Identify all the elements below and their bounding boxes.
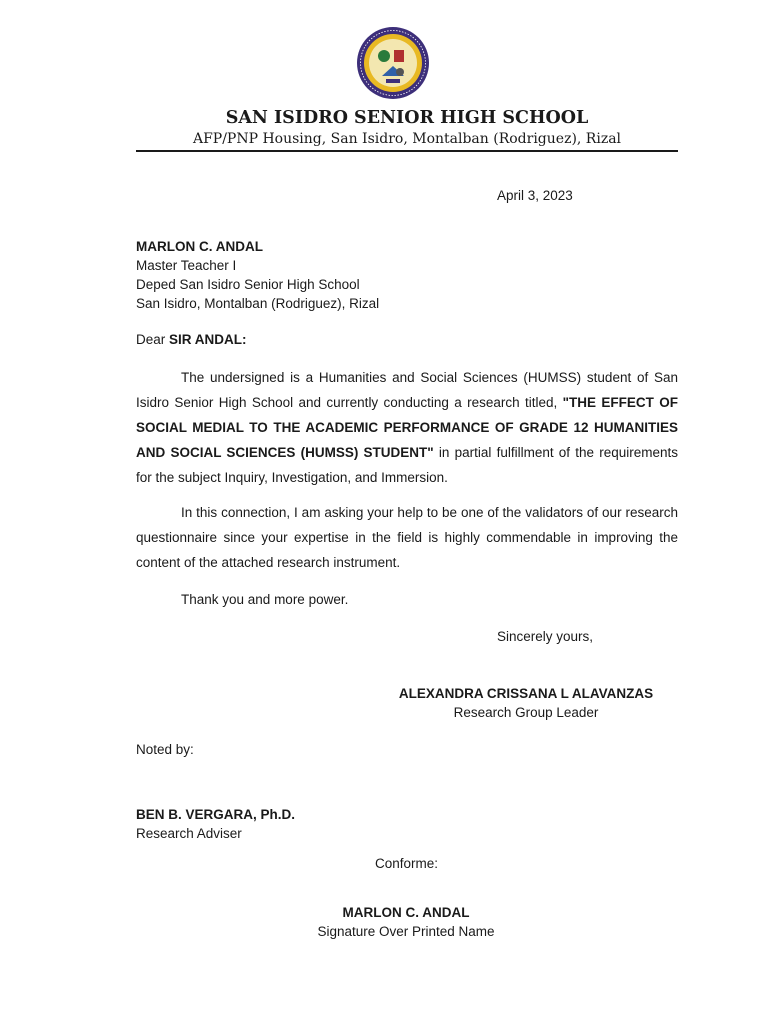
- signer-role: Research Group Leader: [453, 705, 599, 720]
- conforme-label: Conforme:: [375, 856, 439, 871]
- adviser-name: BEN B. VERGARA, Ph.D.: [136, 807, 296, 822]
- recipient-title: Master Teacher I: [136, 258, 237, 273]
- recipient-school: Deped San Isidro Senior High School: [136, 277, 360, 292]
- school-address: AFP/PNP Housing, San Isidro, Montalban (Rodriguez), Rizal: [192, 131, 622, 147]
- signer-name: ALEXANDRA CRISSANA L ALAVANZAS: [398, 686, 654, 701]
- paragraph-1-outro: in partial fulfillment of the requirements for the subject Inquiry, Investigation, and Immersion.: [136, 445, 678, 485]
- salutation: [136, 330, 247, 349]
- paragraph-1-intro: The undersigned is a Humanities and Social Sciences (HUMSS) student of San Isidro Senior High School and currently conducting a research titled,: [136, 370, 678, 410]
- conforme-signer-block: [284, 903, 528, 941]
- paragraph-2-text: In this connection, I am asking your help to be one of the validators of our research questionnaire since your expertise in the field is highly commendable in improving the content of the attached research instrument.: [136, 505, 678, 570]
- school-name: SAN ISIDRO SENIOR HIGH SCHOOL: [225, 108, 589, 128]
- thanks-line: Thank you and more power.: [181, 592, 349, 607]
- adviser-role: Research Adviser: [136, 826, 242, 841]
- header-divider: [136, 150, 678, 152]
- letter-date: April 3, 2023: [497, 188, 573, 203]
- conforme-signer-name: MARLON C. ANDAL: [342, 905, 470, 920]
- closing: Sincerely yours,: [497, 629, 594, 644]
- recipient-block: [136, 237, 379, 313]
- body-paragraph-1: [136, 365, 678, 490]
- signer-block: [380, 684, 672, 722]
- research-title: "THE EFFECT OF SOCIAL MEDIAL TO THE ACADEMIC PERFORMANCE OF GRADE 12 HUMANITIES AND SOCIAL SCIENCES (HUMSS) STUDENT": [136, 395, 678, 460]
- conforme-signer-role: Signature Over Printed Name: [317, 924, 495, 939]
- body-paragraph-2: [136, 500, 678, 575]
- adviser-block: [136, 805, 295, 843]
- noted-by-label: Noted by:: [136, 742, 194, 757]
- school-seal-icon: [356, 26, 430, 100]
- salutation-prefix: Dear: [136, 332, 170, 347]
- salutation-name: SIR ANDAL:: [169, 332, 247, 347]
- recipient-address: San Isidro, Montalban (Rodriguez), Rizal: [136, 296, 380, 311]
- recipient-name: MARLON C. ANDAL: [136, 239, 263, 254]
